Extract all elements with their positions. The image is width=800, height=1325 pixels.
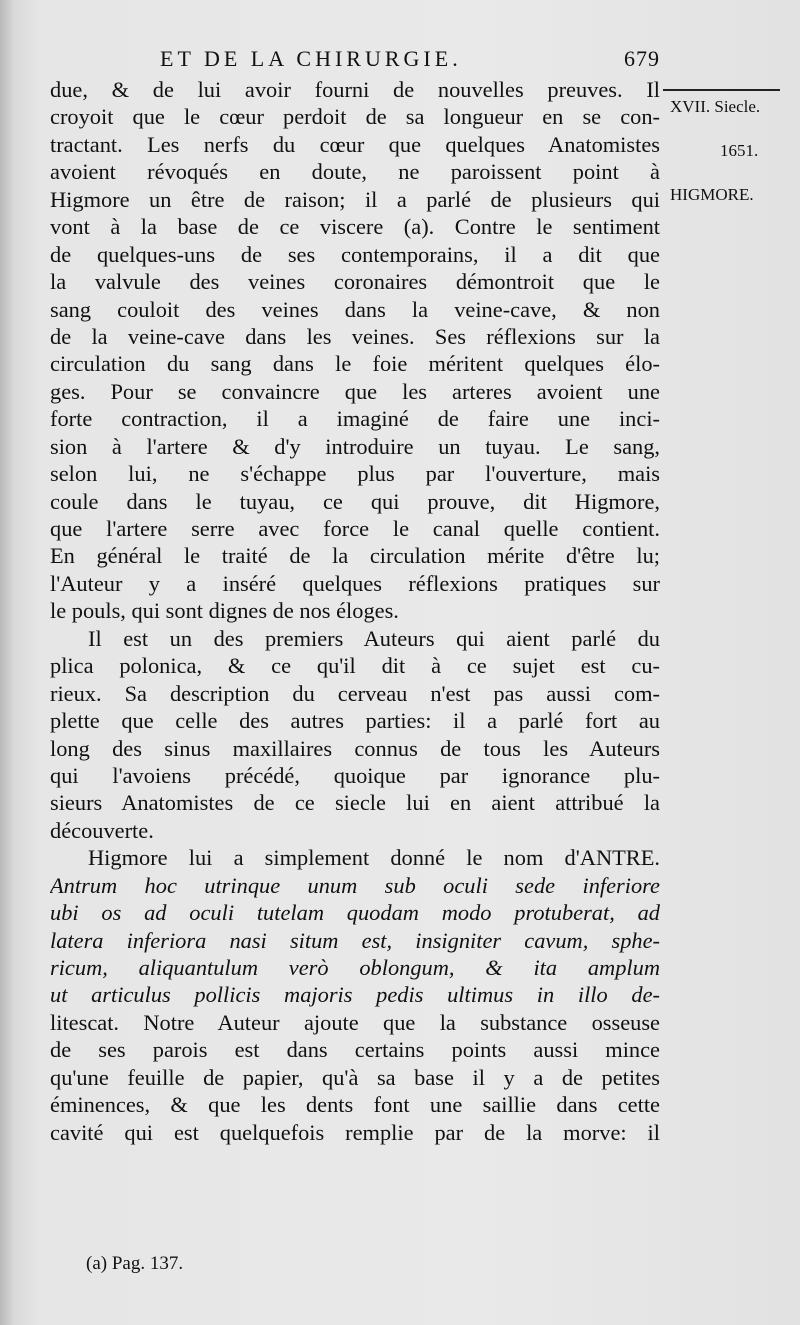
text-line: le pouls, qui sont dignes de nos éloges.	[50, 598, 399, 624]
latin-quote-line: ut articulus pollicis majoris pedis ultimus in illo de-	[50, 982, 660, 1008]
text-line: plette que celle des autres parties: il a parlé fort au	[50, 708, 660, 734]
text-line: sion à l'artere & d'y introduire un tuyau. Le sang,	[50, 433, 660, 459]
text-line: découverte.	[50, 817, 154, 843]
page-number: 679	[624, 46, 660, 71]
text-line: éminences, & que les dents font une saillie dans cette	[50, 1092, 660, 1118]
text-line: sieurs Anatomistes de ce siecle lui en aient attribué la	[50, 790, 660, 816]
text-line: forte contraction, il a imaginé de faire une inci-	[50, 406, 660, 432]
latin-quote-line: latera inferiora nasi situm est, insigniter cavum, sphe-	[50, 927, 660, 953]
text-line: de la veine-cave dans les veines. Ses réflexions sur la	[50, 323, 660, 349]
text-line: de quelques-uns de ses contemporains, il a dit que	[50, 241, 660, 267]
text-line: Higmore lui a simplement donné le nom d'ANTRE.	[88, 845, 660, 871]
latin-quote-line: ubi os ad oculi tutelam quodam modo protuberat, ad	[50, 900, 660, 926]
text-line: croyoit que le cœur perdoit de sa longueur en se con-	[50, 104, 660, 130]
text-line: rieux. Sa description du cerveau n'est pas aussi com-	[50, 680, 660, 706]
margin-year: 1651.	[720, 141, 759, 160]
text-line: avoient révoqués en doute, ne paroissent point à	[50, 159, 660, 185]
text-line: coule dans le tuyau, ce qui prouve, dit Higmore,	[50, 488, 660, 514]
text-line: En général le traité de la circulation mérite d'être lu;	[50, 543, 660, 569]
text-line: due, & de lui avoir fourni de nouvelles preuves. Il	[50, 77, 660, 102]
text-line: Il est un des premiers Auteurs qui aient parlé du	[88, 625, 660, 651]
footnote: (a) Pag. 137.	[86, 1253, 184, 1274]
text-line: qui l'avoiens précédé, quoique par ignorance plu-	[50, 762, 660, 788]
text-line: de ses parois est dans certains points aussi mince	[50, 1037, 660, 1063]
text-line: sang couloit des veines dans la veine-cave, & non	[50, 296, 660, 322]
text-line: plica polonica, & ce qu'il dit à ce sujet est cu-	[50, 653, 660, 679]
text-line: selon lui, ne s'échappe plus par l'ouverture, mais	[50, 461, 660, 487]
text-line: Higmore un être de raison; il a parlé de plusieurs qui	[50, 186, 660, 212]
margin-century: XVII. Siecle.	[670, 97, 761, 116]
margin-rule	[663, 89, 780, 91]
text-line: ges. Pour se convaincre que les arteres avoient une	[50, 378, 660, 404]
margin-notes	[670, 96, 790, 228]
running-title: ET DE LA CHIRURGIE.	[160, 46, 462, 71]
body-text	[50, 76, 660, 1146]
text-line: que l'artere serre avec force le canal quelle contient.	[50, 516, 660, 541]
text-line: tractant. Les nerfs du cœur que quelques Anatomistes	[50, 131, 660, 157]
running-header	[160, 40, 660, 74]
text-line: circulation du sang dans le foie méritent quelques élo-	[50, 351, 660, 377]
text-line: vont à la base de ce viscere (a). Contre le sentiment	[50, 214, 660, 240]
latin-quote-line: ricum, aliquantulum verò oblongum, & ita amplum	[50, 955, 660, 980]
text-line: cavité qui est quelquefois remplie par de la morve: il	[50, 1119, 660, 1145]
latin-quote-line: Antrum hoc utrinque unum sub oculi sede inferiore	[50, 872, 660, 898]
text-line: la valvule des veines coronaires démontroit que le	[50, 269, 660, 295]
margin-name: HIGMORE.	[670, 185, 754, 204]
text-line: l'Auteur y a inséré quelques réflexions pratiques sur	[50, 570, 660, 596]
text-line: qu'une feuille de papier, qu'à sa base il y a de petites	[50, 1064, 660, 1090]
text-line: litescat. Notre Auteur ajoute que la substance osseuse	[50, 1009, 660, 1035]
text-line: long des sinus maxillaires connus de tous les Auteurs	[50, 735, 660, 761]
